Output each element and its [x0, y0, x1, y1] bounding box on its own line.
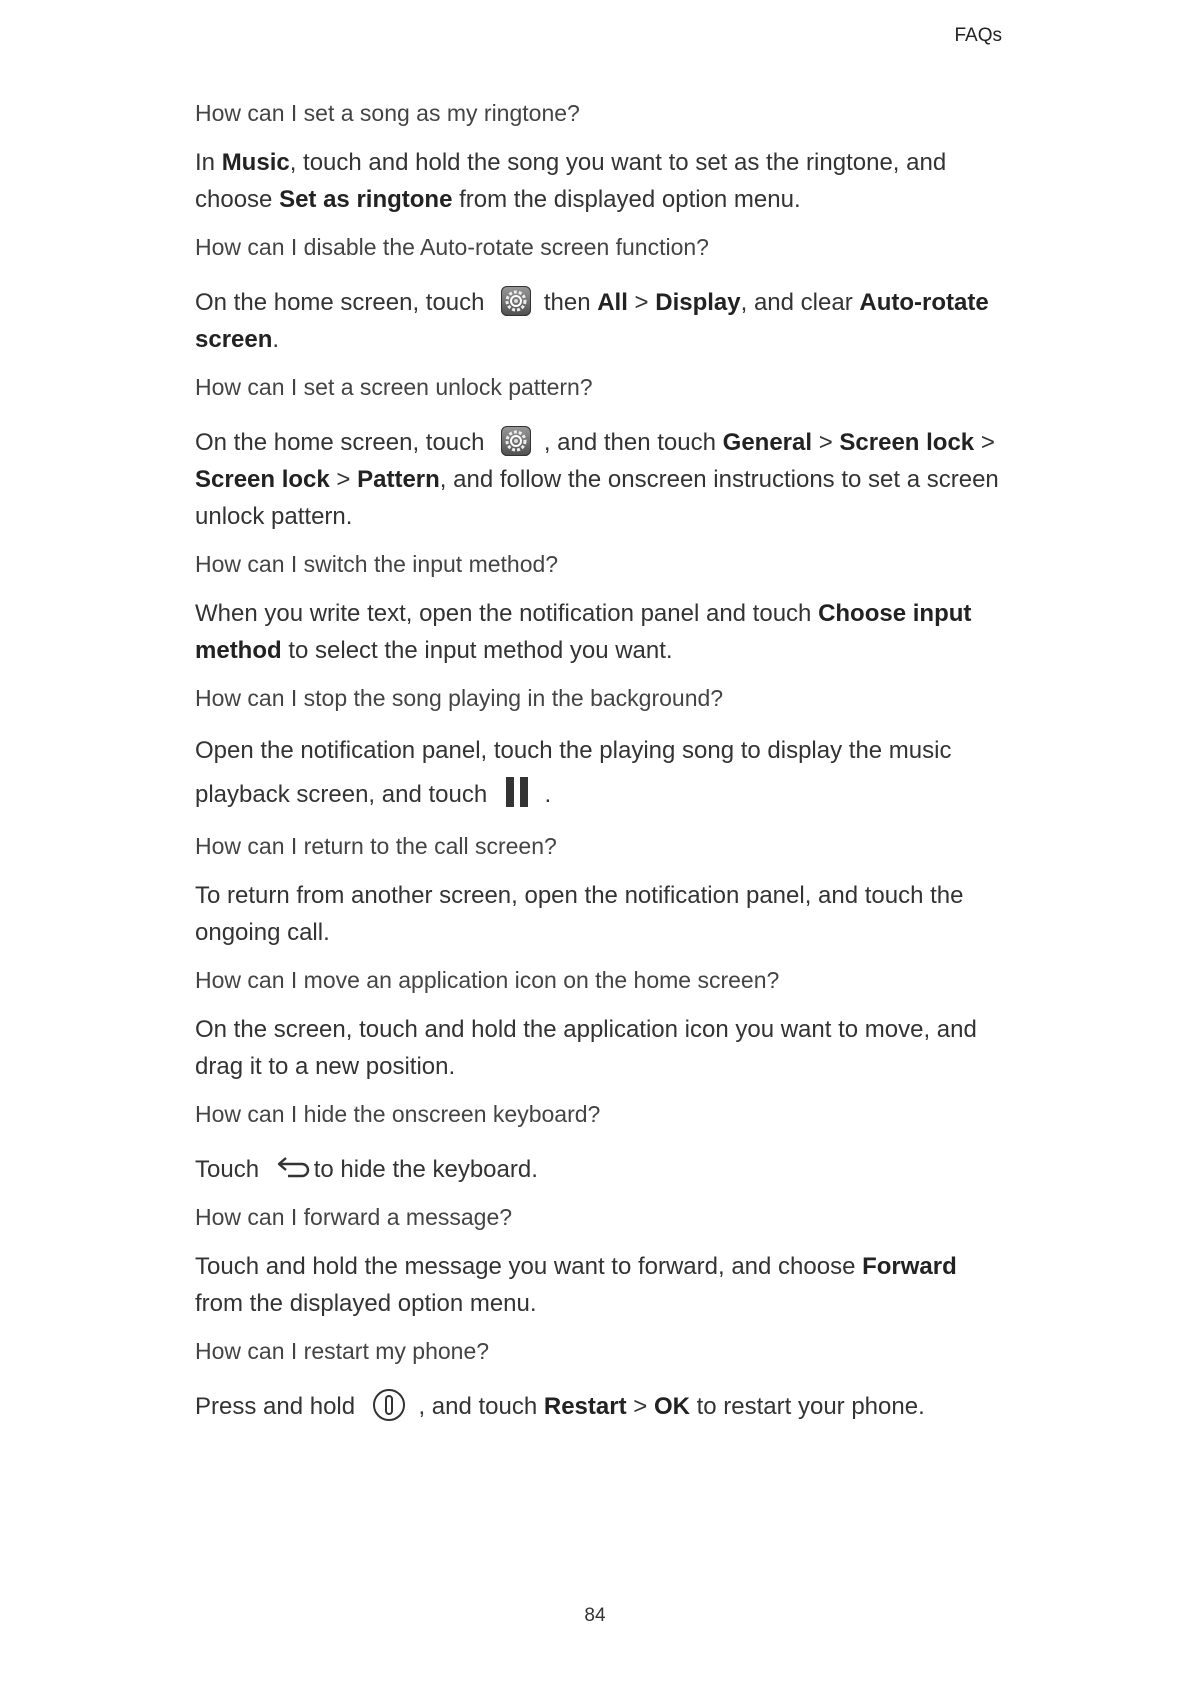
text: In	[195, 149, 222, 176]
text: , touch and hold the song you want to set as the ringtone, and choose	[195, 149, 947, 213]
pause-icon	[504, 777, 532, 807]
settings-gear-icon	[501, 426, 531, 456]
ui-term: General	[722, 429, 813, 456]
faq-question: How can I set a song as my ringtone?	[195, 100, 580, 126]
faq-answer	[195, 424, 1005, 535]
faq-answer	[195, 1151, 1005, 1188]
text: , and then touch	[537, 429, 723, 456]
text: >	[627, 289, 656, 316]
faq-question: How can I restart my phone?	[195, 1338, 490, 1364]
faq-question: How can I disable the Auto-rotate screen function?	[195, 234, 709, 260]
faq-answer	[195, 144, 1005, 218]
text: >	[812, 429, 840, 456]
text: from the displayed option menu.	[452, 186, 801, 213]
text: to restart your phone.	[689, 1393, 925, 1420]
ui-term: Choose input method	[195, 600, 972, 664]
text: On the home screen, touch	[195, 289, 492, 316]
faq-answer	[195, 877, 1005, 951]
text: then	[537, 289, 598, 316]
faq-list	[195, 96, 1005, 1437]
text: Open the notification panel, touch the playing song to display the music playback screen, and touch	[195, 737, 952, 808]
ui-term: Forward	[862, 1253, 957, 1280]
faq-answer	[195, 595, 1005, 669]
text: On the home screen, touch	[195, 429, 492, 456]
power-icon	[372, 1388, 406, 1422]
text: to hide the keyboard.	[313, 1156, 538, 1183]
text: , and touch	[411, 1393, 544, 1420]
back-arrow-icon	[276, 1154, 314, 1180]
ui-term: All	[597, 289, 628, 316]
faq-question: How can I return to the call screen?	[195, 833, 557, 859]
faq-question: How can I hide the onscreen keyboard?	[195, 1101, 601, 1127]
ui-term: Set as ringtone	[279, 186, 453, 213]
text: To return from another screen, open the notification panel, and touch the ongoing call.	[195, 882, 964, 946]
ui-term: Restart	[543, 1393, 627, 1420]
text: Touch and hold the message you want to forward, and choose	[195, 1253, 863, 1280]
section-header: FAQs	[954, 25, 1002, 46]
ui-term: Display	[655, 289, 741, 316]
faq-answer	[195, 1248, 1005, 1322]
faq-question: How can I switch the input method?	[195, 551, 559, 577]
text: >	[329, 466, 358, 493]
text: , and follow the onscreen instructions to set a screen unlock pattern.	[195, 466, 999, 530]
faq-question: How can I forward a message?	[195, 1204, 513, 1230]
ui-term: Music	[221, 149, 290, 176]
text: .	[272, 326, 280, 353]
ui-term: Screen lock	[195, 466, 330, 493]
text: , and clear	[740, 289, 860, 316]
text: .	[537, 781, 552, 808]
text: Press and hold	[195, 1393, 362, 1420]
text: On the screen, touch and hold the application icon you want to move, and drag it to a new position.	[195, 1016, 977, 1080]
faq-question: How can I stop the song playing in the background?	[195, 685, 724, 711]
faq-question: How can I move an application icon on the home screen?	[195, 967, 780, 993]
text: >	[626, 1393, 654, 1420]
text: >	[974, 429, 995, 456]
ui-term: Screen lock	[839, 429, 975, 456]
text: When you write text, open the notification panel and touch	[195, 600, 819, 627]
page-number: 84	[584, 1605, 606, 1626]
ui-term: Pattern	[357, 466, 440, 493]
ui-term: OK	[653, 1393, 690, 1420]
text: Touch	[195, 1156, 266, 1183]
faq-answer	[195, 729, 1005, 817]
faq-answer	[195, 1388, 1005, 1425]
ui-term: Auto-rotate screen	[195, 289, 989, 353]
faq-answer	[195, 1011, 1005, 1085]
text: from the displayed option menu.	[195, 1290, 537, 1317]
faq-question: How can I set a screen unlock pattern?	[195, 374, 593, 400]
faq-answer	[195, 284, 1005, 358]
text: to select the input method you want.	[281, 637, 673, 664]
settings-gear-icon	[501, 286, 531, 316]
